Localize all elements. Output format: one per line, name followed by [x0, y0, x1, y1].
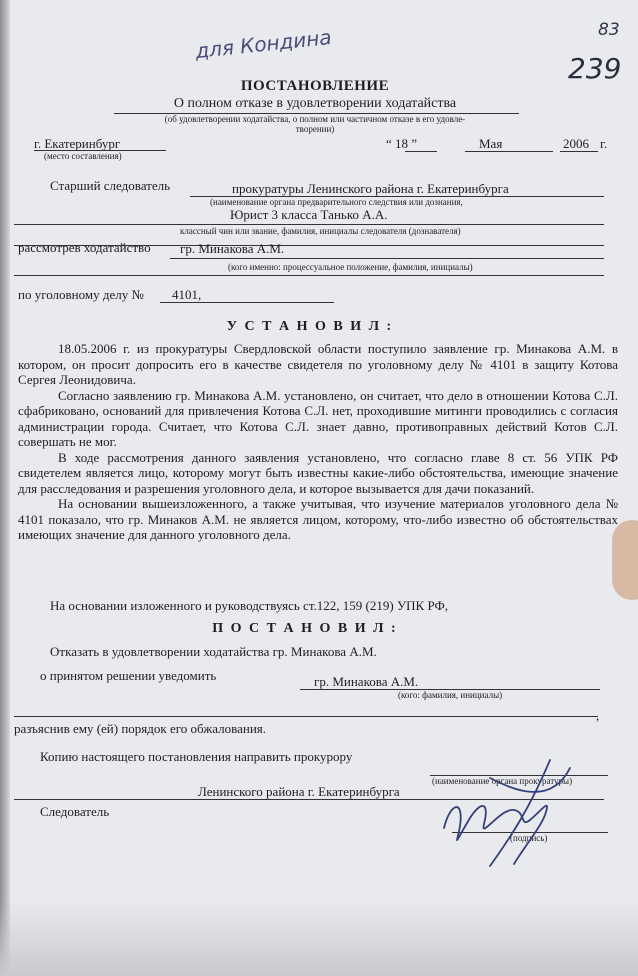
signature-label: Следователь — [40, 804, 110, 819]
rule — [14, 224, 604, 225]
case-label: по уголовному делу № — [18, 287, 144, 302]
rule — [14, 275, 604, 276]
notify-label: о принятом решении уведомить — [40, 668, 217, 683]
document-subtitle: О полном отказе в удовлетворении ходатайства — [173, 96, 457, 111]
copy-organ: Ленинского района г. Екатеринбурга — [198, 784, 400, 799]
rule — [405, 151, 437, 152]
handwritten-note: для Кондина — [194, 24, 333, 64]
investigator-rank-hint: классный чин или звание, фамилия, инициалы следователя (дознавателя) — [180, 226, 461, 236]
explain-text: разъяснив ему (ей) порядок его обжалования. — [14, 721, 267, 736]
paragraph: На основании вышеизложенного, а также учитывая, что изучение материалов уголовного дела № 4101 показало, что гр. Минаков А.М. не является лицом, которому, что-либо известно об обстоятельствах имеющих значение для данного уголовного дела. — [18, 496, 618, 542]
paragraph: 18.05.2006 г. из прокуратуры Свердловской области поступило заявление гр. Минакова А.М. в котором, он просит допросить его в качестве свидетеля по уголовному делу № 4101 в защиту Котова Сергея Леонидовича. — [18, 341, 618, 387]
handwritten-signature — [430, 748, 590, 870]
place-city: г. Екатеринбург — [34, 136, 121, 151]
copy-text: Копию настоящего постановления направить прокурору — [40, 749, 353, 764]
date-year-suffix: г. — [600, 136, 608, 151]
subtitle-hint-2: творении) — [295, 124, 335, 134]
case-number: 4101, — [172, 287, 202, 302]
paragraph: В ходе рассмотрения данного заявления установлено, что согласно главе 8 ст. 56 УПК РФ свидетелем является лицо, которому могут быть известны какие-либо обстоятельства, имеющие значение для расследования и разрешения уголовного дела, и которое вызывается для дачи показаний. — [18, 449, 618, 496]
investigator-organ-hint: (наименование органа предварительного следствия или дознания, — [210, 197, 463, 207]
rule — [14, 716, 598, 717]
rule — [14, 245, 604, 246]
date-month: Мая — [479, 136, 503, 151]
signature-comma: , — [596, 708, 600, 723]
copy-hint: (наименование органа прокуратуры) — [432, 776, 573, 786]
decision-text: Отказать в удовлетворении ходатайства гр. Минакова А.М. — [50, 644, 377, 659]
basis-text: На основании изложенного и руководствуясь ст.122, 159 (219) УПК РФ, — [50, 598, 448, 613]
review-person-hint: (кого именно: процессуальное положение, фамилия, инициалы) — [228, 262, 473, 272]
resolved-heading: П О С Т А Н О В И Л : — [212, 621, 398, 636]
rule — [160, 302, 334, 303]
notify-person: гр. Минакова А.М. — [314, 674, 419, 689]
rule — [170, 258, 604, 259]
rule — [465, 151, 553, 152]
date-year: 2006 — [563, 136, 589, 151]
subtitle-hint: (об удовлетворении ходатайства, о полном или частичном отказе в его удовле- — [164, 114, 466, 124]
investigator-rank: Юрист 3 класса Танько А.А. — [230, 207, 388, 222]
handwritten-number-b: 239 — [568, 52, 622, 85]
review-person: гр. Минакова А.М. — [180, 241, 285, 256]
page-edge-shadow — [0, 0, 10, 976]
page-bottom-shade — [0, 900, 638, 976]
date-day: “ 18 ” — [386, 136, 418, 151]
signature-hint: (подпись) — [510, 833, 548, 843]
handwritten-number-a: 83 — [598, 20, 620, 40]
established-text — [18, 341, 618, 543]
investigator-organ: прокуратуры Ленинского района г. Екатеринбурга — [232, 181, 509, 196]
established-heading: У С Т А Н О В И Л : — [226, 319, 394, 334]
rule — [560, 151, 598, 152]
review-label: рассмотрев ходатайство — [18, 240, 151, 255]
place-hint: (место составления) — [44, 151, 122, 161]
paragraph: Согласно заявлению гр. Минакова А.М. установлено, он считает, что дело в отношении Котова С.Л. сфабриковано, оснований для привлечения Котова С.Л. нет, проходившие митинги проводились с согласия администрации города. Считает, что Котова С.Л. знает давно, противоправных действий Котов С.Л. совершать не мог. — [18, 387, 618, 449]
investigator-label: Старший следователь — [50, 178, 171, 193]
document-title: ПОСТАНОВЛЕНИЕ — [240, 78, 390, 94]
notify-hint: (кого: фамилия, инициалы) — [398, 690, 503, 700]
